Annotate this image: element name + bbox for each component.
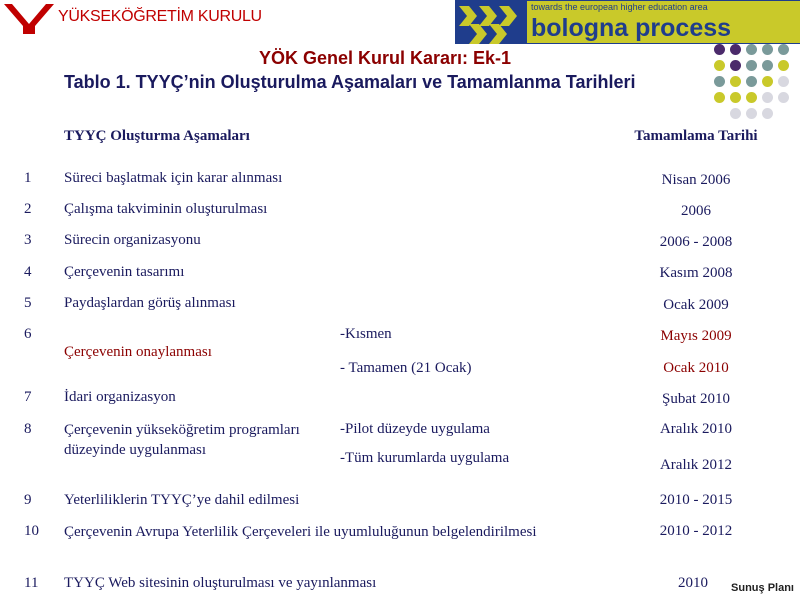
bologna-brand: bologna process [527,13,800,43]
date-text: 2010 - 2015 [659,492,733,508]
stage-text: Çalışma takviminin oluşturulması [64,201,268,217]
row-number: 3 [24,232,32,248]
date-text: Mayıs 2009 [660,328,732,344]
dot [730,76,741,87]
row-number: 2 [24,201,32,217]
row-number: 9 [24,492,32,508]
sub-stage-text: -Kısmen [340,326,392,342]
bologna-banner [455,0,800,44]
dot [778,60,789,71]
date-text: Kasım 2008 [659,265,733,281]
row-number: 10 [24,523,39,539]
dot [746,108,757,119]
date-text: Ocak 2009 [663,297,729,313]
stage-text: Sürecin organizasyonu [64,232,201,248]
sub-stage-text: -Pilot düzeyde uygulama [340,421,490,437]
dot [778,44,789,55]
row-number: 1 [24,170,32,186]
dot [714,76,725,87]
dot [762,76,773,87]
date-text: 2010 [678,575,708,591]
stage-text: İdari organizasyon [64,389,176,405]
dot [778,92,789,103]
yok-logo [2,2,262,36]
date-text: 2006 [681,203,711,219]
sub-stage-text: - Tamamen (21 Ocak) [340,360,472,376]
stage-text: Çerçevenin Avrupa Yeterlilik Çerçeveleri ile uyumluluğunun belgelendirilmesi [64,524,537,540]
bologna-tagline: towards the european higher education area [527,1,800,13]
date-text: Şubat 2010 [662,391,730,407]
bologna-pattern-icon [455,0,521,44]
footer-link-sunus-plani[interactable]: Sunuş Planı [731,582,794,594]
date-text: Aralık 2012 [659,457,733,473]
stage-text: Süreci başlatmak için karar alınması [64,170,283,186]
stage-text: TYYÇ Web sitesinin oluşturulması ve yayınlanması [64,575,377,591]
dot [778,76,789,87]
stage-text: Yeterliliklerin TYYÇ’ye dahil edilmesi [64,492,300,508]
row-number: 7 [24,389,32,405]
slide-title: YÖK Genel Kurul Kararı: Ek-1 [258,48,512,68]
dot [746,92,757,103]
yok-emblem-icon [2,2,56,36]
row-number: 5 [24,295,32,311]
dot [746,76,757,87]
stage-text: Çerçevenin tasarımı [64,264,185,280]
date-text: 2010 - 2012 [659,523,733,539]
column-header-stage: TYYÇ Oluşturma Aşamaları [64,128,250,144]
stage-text: Çerçevenin yükseköğretim programları düzeyinde uygulanması [64,422,300,458]
row-number: 11 [24,575,39,591]
sub-stage-text: -Tüm kurumlarda uygulama [340,450,510,466]
yok-logo-text: YÜKSEKÖĞRETİM KURULU [58,8,262,25]
dot [714,92,725,103]
dot [762,108,773,119]
column-header-date: Tamamlama Tarihi [634,128,758,144]
table-title: Tablo 1. TYYÇ’nin Oluşturulma Aşamaları ve Tamamlanma Tarihleri [64,72,636,92]
dot [730,92,741,103]
stage-text: Çerçevenin onaylanması [64,344,212,360]
row-number: 6 [24,326,32,342]
dot [762,92,773,103]
date-text: Aralık 2010 [659,421,733,437]
row-number: 4 [24,264,32,280]
stage-text: Paydaşlardan görüş alınması [64,295,236,311]
dot [730,108,741,119]
date-text: 2006 - 2008 [659,234,733,250]
date-text: Ocak 2010 [663,360,729,376]
date-text: Nisan 2006 [661,172,731,188]
row-number: 8 [24,421,32,437]
